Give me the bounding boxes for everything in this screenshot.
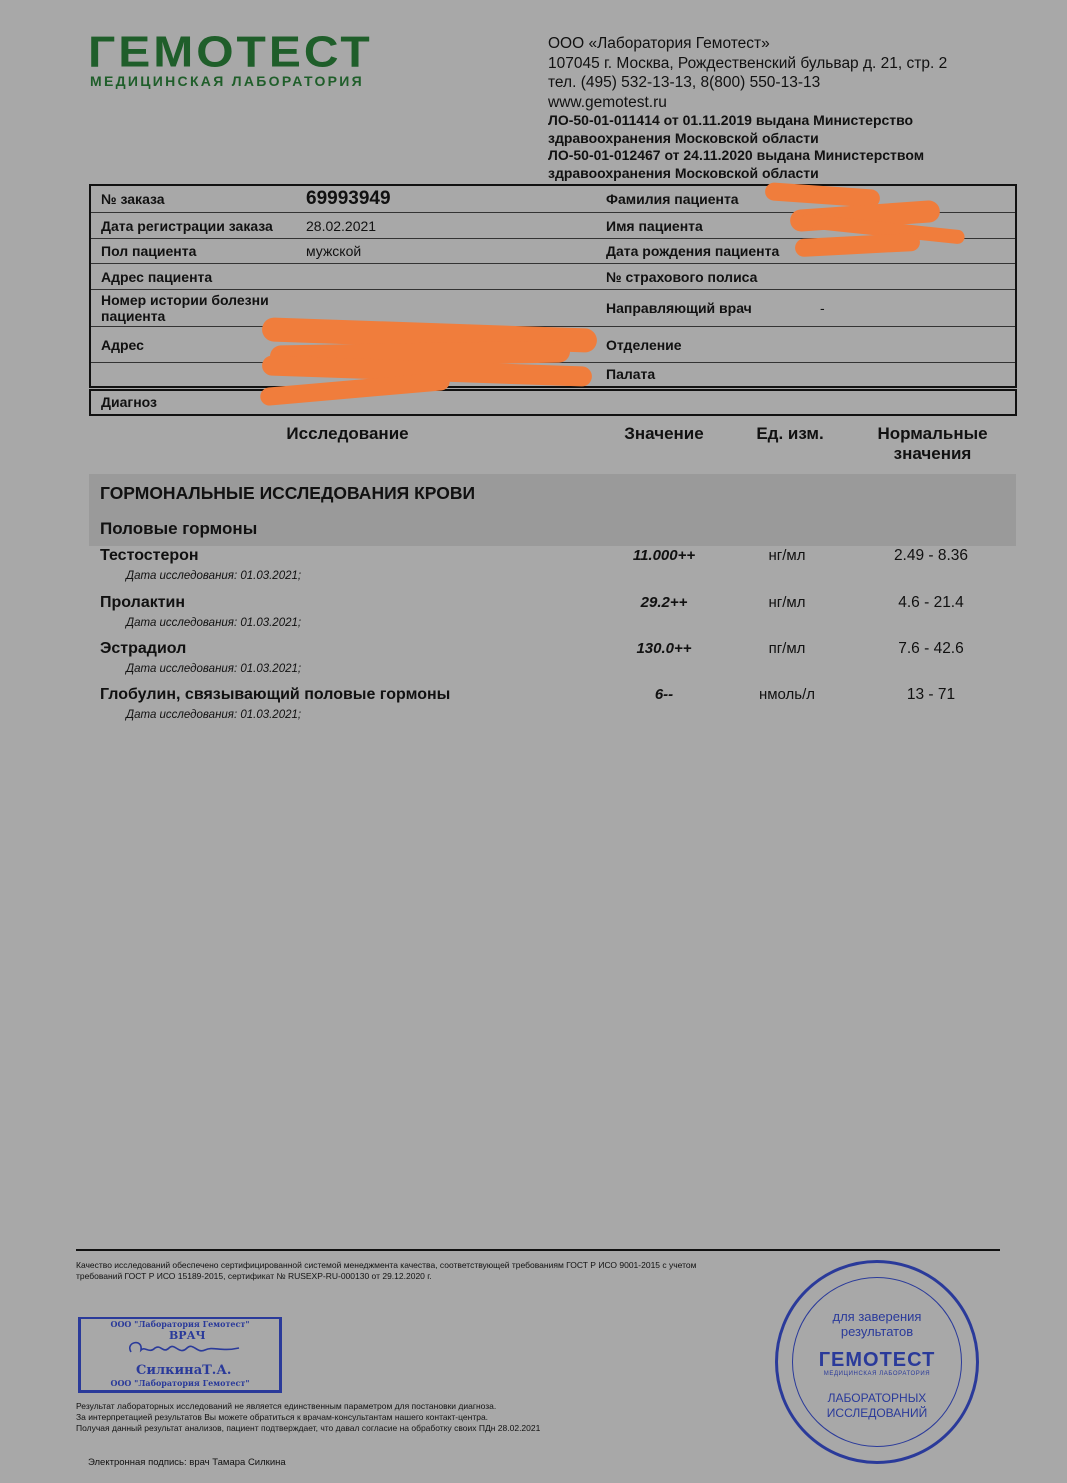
result-row bbox=[0, 640, 1067, 686]
disclaimer: Результат лабораторных исследований не является единственным параметром для постановки диагноза. За интерпретацией результатов Вы можете обратиться к врачам-консультантам нашего контакт-центра. Получая данный результат анализов, пациент подтверждает, что давал согласие на обработку своих ПДн 28.02.2021 bbox=[76, 1401, 541, 1433]
org-phone: тел. (495) 532-13-13, 8(800) 550-13-13 bbox=[548, 74, 821, 91]
org-details bbox=[548, 34, 1018, 182]
address-label: Адрес bbox=[90, 327, 296, 363]
doctor-label: Направляющий врач bbox=[596, 290, 806, 327]
round-lab-stamp: для заверения результатов ГЕМОТЕСТ МЕДИЦИНСКАЯ ЛАБОРАТОРИЯ ЛАБОРАТОРНЫХ ИССЛЕДОВАНИЙ bbox=[775, 1260, 979, 1464]
lab-logo: ГЕМОТЕСТ bbox=[88, 28, 373, 77]
result-name: Тестостерон bbox=[100, 547, 199, 564]
history-label: Номер истории болезни пациента bbox=[90, 290, 296, 327]
result-date: Дата исследования: 01.03.2021; bbox=[126, 617, 302, 629]
result-value: 11.000++ bbox=[632, 547, 696, 564]
result-row bbox=[0, 686, 1067, 732]
diagnosis-label: Диагноз bbox=[89, 389, 1017, 416]
section-title: ГОРМОНАЛЬНЫЕ ИССЛЕДОВАНИЯ КРОВИ bbox=[100, 483, 476, 503]
order-label: № заказа bbox=[90, 185, 296, 213]
result-reference: 13 - 71 bbox=[906, 686, 956, 703]
org-address: 107045 г. Москва, Рождественский бульвар д. 21, стр. 2 bbox=[548, 54, 948, 72]
sex-value: мужской bbox=[296, 239, 596, 264]
section-subtitle: Половые гормоны bbox=[100, 519, 258, 538]
license-1a: ЛО-50-01-011414 от 01.11.2019 выдана Министерство bbox=[548, 112, 914, 128]
org-site: www.gemotest.ru bbox=[548, 93, 667, 111]
section-header bbox=[89, 474, 1016, 546]
result-reference: 2.49 - 8.36 bbox=[893, 547, 969, 564]
result-unit: нг/мл bbox=[768, 547, 806, 564]
sex-label: Пол пациента bbox=[90, 239, 296, 264]
order-number: 69993949 bbox=[296, 185, 596, 213]
result-name: Глобулин, связывающий половые гормоны bbox=[100, 686, 451, 703]
reg-date-label: Дата регистрации заказа bbox=[90, 213, 296, 239]
result-reference: 7.6 - 42.6 bbox=[898, 640, 964, 657]
col-unit: Ед. изм. bbox=[756, 424, 824, 443]
result-unit: пг/мл bbox=[768, 640, 806, 657]
result-value: 130.0++ bbox=[636, 640, 692, 657]
result-value: 29.2++ bbox=[640, 594, 688, 611]
doctor-stamp: ООО "Лаборатория Гемотест" ВРАЧ СилкинаТ.А. ООО "Лаборатория Гемотест" bbox=[78, 1317, 282, 1393]
department-label: Отделение bbox=[596, 327, 806, 363]
result-date: Дата исследования: 01.03.2021; bbox=[126, 709, 302, 721]
org-name: ООО «Лаборатория Гемотест» bbox=[548, 35, 770, 52]
col-value: Значение bbox=[624, 424, 704, 443]
patient-address-label: Адрес пациента bbox=[90, 264, 296, 290]
license-2b: здравоохранения Московской области bbox=[548, 164, 819, 181]
result-row bbox=[0, 547, 1067, 593]
result-unit: нмоль/л bbox=[758, 686, 816, 703]
result-reference: 4.6 - 21.4 bbox=[898, 594, 964, 611]
result-value: 6-- bbox=[654, 686, 674, 703]
col-reference: Нормальные значения bbox=[877, 424, 988, 463]
policy-label: № страхового полиса bbox=[596, 264, 806, 290]
doctor-value: - bbox=[806, 290, 1016, 327]
col-study: Исследование bbox=[286, 424, 409, 443]
name-label: Имя пациента bbox=[596, 213, 806, 239]
result-name: Эстрадиол bbox=[100, 640, 187, 657]
lab-logo-subtitle: МЕДИЦИНСКАЯ ЛАБОРАТОРИЯ bbox=[90, 73, 365, 89]
result-name: Пролактин bbox=[100, 594, 186, 611]
reg-date-value: 28.02.2021 bbox=[296, 213, 596, 239]
license-2a: ЛО-50-01-012467 от 24.11.2020 выдана Министерством bbox=[548, 147, 925, 163]
result-date: Дата исследования: 01.03.2021; bbox=[126, 570, 302, 582]
footer-divider bbox=[76, 1249, 1000, 1251]
birth-label: Дата рождения пациента bbox=[596, 239, 806, 264]
quality-statement: Качество исследований обеспечено сертифицированной системой менеджмента качества, соответствующей требованиям ГОСТ Р ИСО 9001-2015 с учетом требований ГОСТ Р ИСО 15189-2015, сертификат № RUSEXP-RU-000130 от 29.12.2020 г. bbox=[76, 1260, 697, 1281]
result-unit: нг/мл bbox=[768, 594, 806, 611]
electronic-signature: Электронная подпись: врач Тамара Силкина bbox=[88, 1457, 286, 1468]
result-date: Дата исследования: 01.03.2021; bbox=[126, 663, 302, 675]
doctor-signature bbox=[121, 1336, 251, 1362]
result-row bbox=[0, 594, 1067, 640]
ward-label: Палата bbox=[596, 363, 806, 387]
license-1b: здравоохранения Московской области bbox=[548, 129, 819, 146]
surname-label: Фамилия пациента bbox=[596, 185, 806, 213]
